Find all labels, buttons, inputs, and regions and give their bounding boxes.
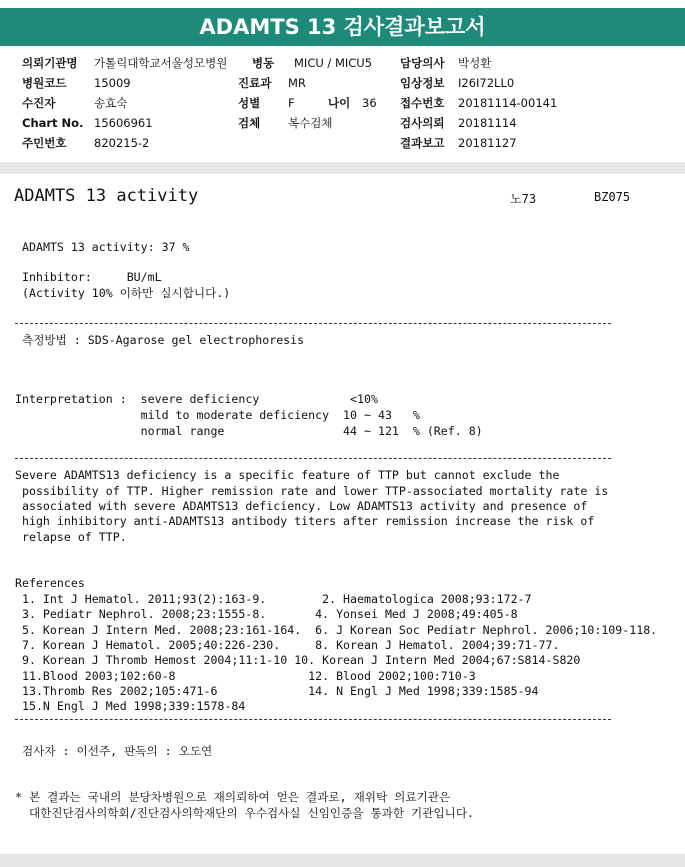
info-value: 복수검체 xyxy=(288,116,333,130)
info-value: 20181114 xyxy=(458,116,517,130)
interpretation-line: mild to moderate deficiency 10 ~ 43 % xyxy=(15,408,420,422)
report-heading: ADAMTS 13 activity xyxy=(14,186,199,206)
info-value: MR xyxy=(288,76,306,90)
info-value: 820215-2 xyxy=(94,136,150,150)
info-label: 병동 xyxy=(252,56,275,70)
method-line: 측정방법 : SDS-Agarose gel electrophoresis xyxy=(22,333,305,347)
info-label: 진료과 xyxy=(238,76,272,90)
info-label: 검체 xyxy=(238,116,261,130)
info-value: 박성환 xyxy=(458,56,492,70)
notice-line: * 본 결과는 국내의 분당차병원으로 재의뢰하여 얻은 결과로, 재위탁 의료기관은 xyxy=(15,790,451,804)
reference-line: 13.Thromb Res 2002;105:471-6 14. N Engl J Med 1998;339:1585-94 xyxy=(15,684,539,698)
paragraph-line: associated with severe ADAMTS13 deficiency. Low ADAMTS13 activity and presence of xyxy=(15,499,588,513)
report-title: ADAMTS 13 검사결과보고서 xyxy=(0,8,685,46)
info-value: 20181127 xyxy=(458,136,517,150)
inhibitor-note: (Activity 10% 이하만 실시합니다.) xyxy=(22,286,231,300)
interpretation-line: Interpretation : severe deficiency <10% xyxy=(15,392,378,406)
dashed-divider xyxy=(15,323,611,324)
info-label: 주민번호 xyxy=(22,136,67,150)
info-value: 송효숙 xyxy=(94,96,128,110)
footer-bar xyxy=(0,854,685,867)
paragraph-line: relapse of TTP. xyxy=(15,530,127,544)
result-report xyxy=(0,174,685,854)
info-label: 수진자 xyxy=(22,96,56,110)
reference-line: 9. Korean J Thromb Hemost 2004;11:1-10 10. Korean J Intern Med 2004;67:S814-S820 xyxy=(15,653,581,667)
info-label: 성별 xyxy=(238,96,261,110)
header-bar xyxy=(0,0,685,50)
info-value: 15009 xyxy=(94,76,131,90)
interpretation-line: normal range 44 ~ 121 % (Ref. 8) xyxy=(15,424,483,438)
info-label: 병원코드 xyxy=(22,76,67,90)
info-label: Chart No. xyxy=(22,116,84,130)
info-label: 임상정보 xyxy=(400,76,445,90)
info-label: 의뢰기관명 xyxy=(22,56,78,70)
info-label: 검사의뢰 xyxy=(400,116,445,130)
info-value: MICU / MICU5 xyxy=(294,56,373,70)
info-label: 결과보고 xyxy=(400,136,445,150)
paragraph-line: high inhibitory anti-ADAMTS13 antibody titers after remission increase the risk of xyxy=(15,514,595,528)
section-divider xyxy=(0,162,685,174)
inhibitor-result: Inhibitor: BU/mL xyxy=(22,270,162,284)
paragraph-line: possibility of TTP. Higher remission rate and lower TTP-associated mortality rate is xyxy=(15,484,609,498)
info-label: 접수번호 xyxy=(400,96,445,110)
info-value: 가톨릭대학교서울성모병원 xyxy=(94,56,228,70)
report-code: 노73 xyxy=(510,192,537,206)
examiner-line: 검사자 : 이선주, 판독의 : 오도연 xyxy=(22,744,213,758)
activity-result: ADAMTS 13 activity: 37 % xyxy=(22,240,190,254)
paragraph-line: Severe ADAMTS13 deficiency is a specific feature of TTP but cannot exclude the xyxy=(15,468,560,482)
reference-line: 11.Blood 2003;102:60-8 12. Blood 2002;100:710-3 xyxy=(15,669,476,683)
info-label: 담당의사 xyxy=(400,56,445,70)
reference-line: 5. Korean J Intern Med. 2008;23:161-164. 6. J Korean Soc Pediatr Nephrol. 2006;10:109-118. xyxy=(15,623,658,637)
dashed-divider xyxy=(15,458,611,459)
reference-line: 1. Int J Hematol. 2011;93(2):163-9. 2. Haematologica 2008;93:172-7 xyxy=(15,592,532,606)
patient-info-panel xyxy=(0,50,685,162)
reference-line: 15.N Engl J Med 1998;339:1578-84 xyxy=(15,699,246,713)
test-code: BZ075 xyxy=(594,190,631,204)
reference-line: 3. Pediatr Nephrol. 2008;23:1555-8. 4. Yonsei Med J 2008;49:405-8 xyxy=(15,607,518,621)
notice-line: 대한진단검사의학회/진단검사의학재단의 우수검사실 신임인증을 통과한 기관입니다. xyxy=(15,806,475,820)
info-label: 나이 xyxy=(328,96,351,110)
info-value: 20181114-00141 xyxy=(458,96,558,110)
reference-line: 7. Korean J Hematol. 2005;40:226-230. 8. Korean J Hematol. 2004;39:71-77. xyxy=(15,638,560,652)
dashed-divider xyxy=(15,719,611,720)
info-value: 15606961 xyxy=(94,116,153,130)
info-value: 36 xyxy=(362,96,377,110)
references-title: References xyxy=(15,576,85,590)
info-value: I26I72LL0 xyxy=(458,76,515,90)
info-value: F xyxy=(288,96,295,110)
